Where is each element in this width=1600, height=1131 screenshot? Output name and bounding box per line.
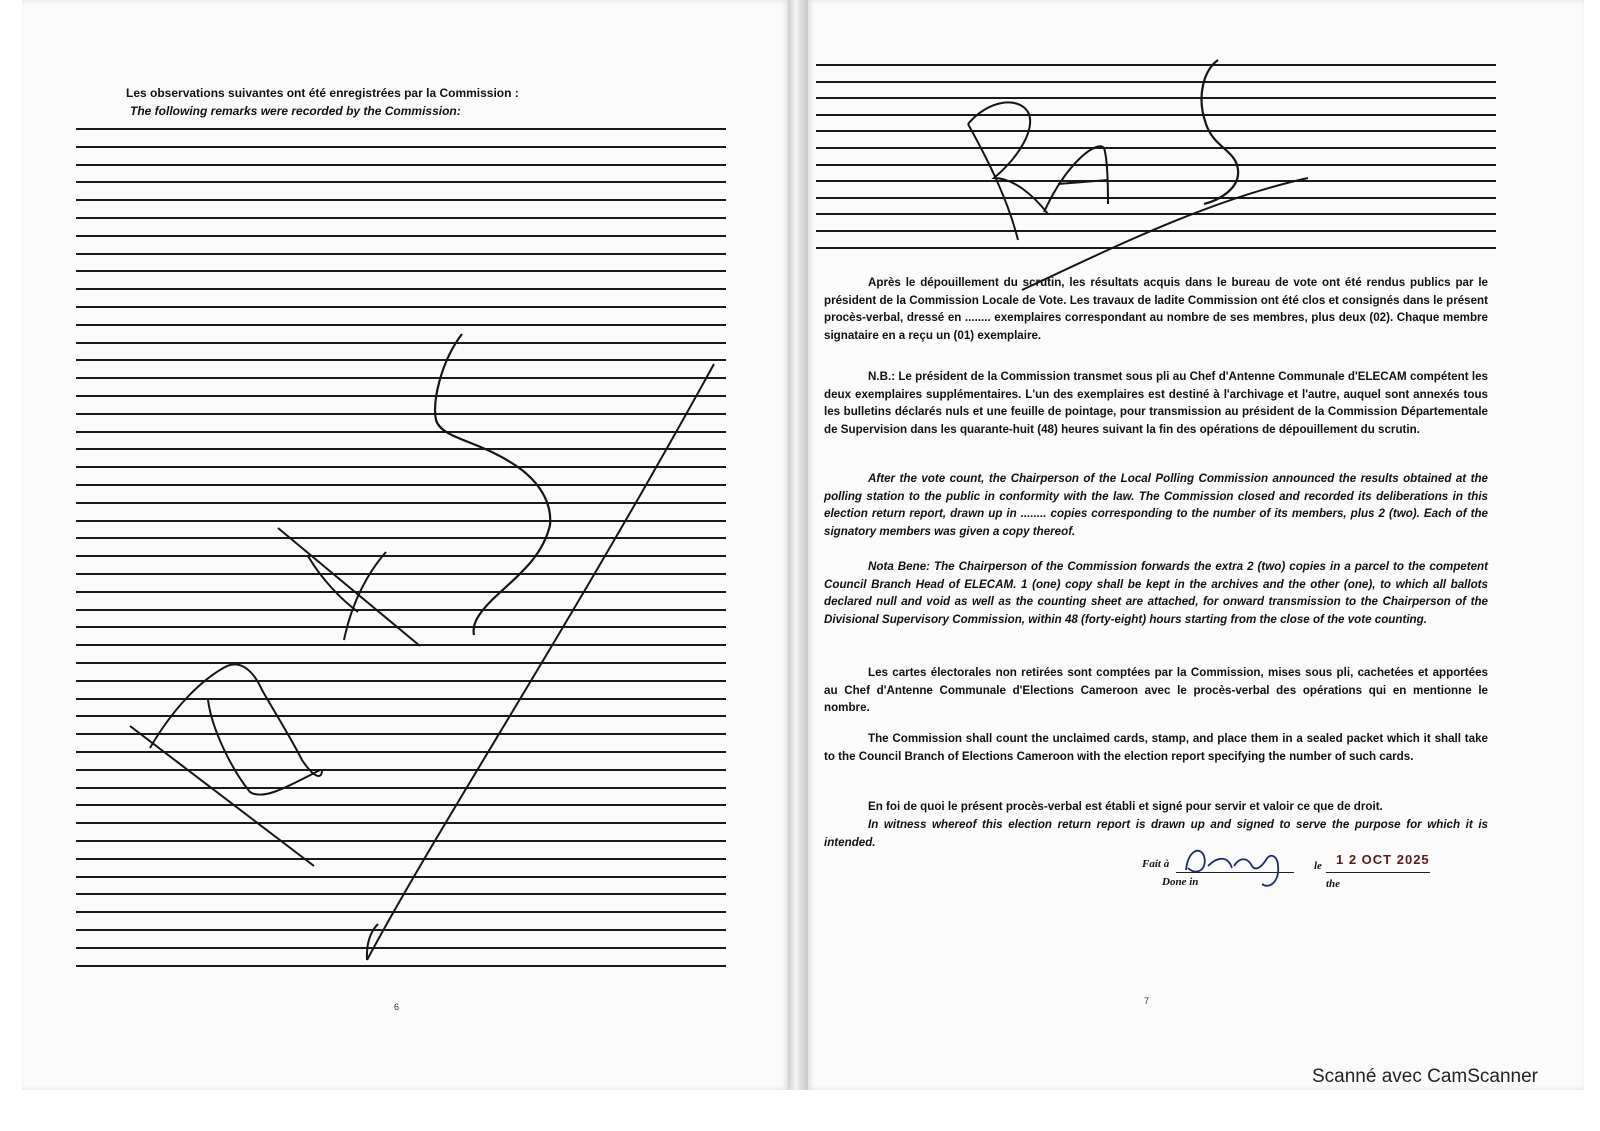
ruled-line (816, 97, 1496, 99)
ruled-line (76, 733, 726, 735)
ruled-line (76, 804, 726, 806)
ruled-line (76, 288, 726, 290)
ruled-line (816, 81, 1496, 83)
right-page (808, 0, 1584, 1090)
ruled-line (76, 413, 726, 415)
the-label: the (1326, 878, 1341, 890)
ruled-line (76, 235, 726, 237)
le-label: le (1314, 860, 1322, 872)
ruled-line (76, 306, 726, 308)
paragraph-cards-fr: Les cartes électorales non retirées sont comptées par la Commission, mises sous pli, cachetées et apportées au Chef d'Antenne Communale d'Elections Cameroon avec le procès-verbal des opérations qui en mentionne le nombre. (824, 666, 1488, 714)
ruled-line (816, 164, 1496, 166)
ruled-line (76, 484, 726, 486)
remarks-heading-en: The following remarks were recorded by the Commission: (130, 104, 461, 118)
ruled-line (76, 822, 726, 824)
ruled-line (76, 680, 726, 682)
ruled-line (76, 591, 726, 593)
ruled-line (76, 324, 726, 326)
remarks-heading-fr: Les observations suivantes ont été enregistrées par la Commission : (126, 86, 519, 100)
ruled-line (76, 342, 726, 344)
ruled-line (76, 359, 726, 361)
ruled-line (76, 751, 726, 753)
ruled-line (76, 448, 726, 450)
paragraph-results-fr: Après le dépouillement du scrutin, les résultats acquis dans le bureau de vote ont été rendus publics par le président de la Commission Locale de Vote. Les travaux de ladite Commission ont été clos et consignés dans le présent procès-verbal, dressé en ........ exemplaires correspondant au nombre de ses membres, plus deux (02). Chaque membre signataire en a reçu un (01) exemplaire. (824, 276, 1488, 342)
ruled-line (816, 114, 1496, 116)
ruled-line (76, 466, 726, 468)
paragraph-witness-fr: En foi de quoi le présent procès-verbal est établi et signé pour servir et valoir ce que de droit. (868, 800, 1383, 813)
ruled-line (76, 146, 726, 148)
ruled-line (76, 769, 726, 771)
ruled-line (816, 230, 1496, 232)
date-underline (1326, 872, 1430, 873)
ruled-line (76, 502, 726, 504)
ruled-line (76, 911, 726, 913)
ruled-line (816, 64, 1496, 66)
paragraph-cards-en: The Commission shall count the unclaimed cards, stamp, and place them in a sealed packet which it shall take to the Council Branch of Elections Cameroon with the election report specifying the number of such cards. (824, 732, 1488, 763)
ruled-line (76, 947, 726, 949)
ruled-line (76, 698, 726, 700)
ruled-line (76, 787, 726, 789)
ruled-line (76, 181, 726, 183)
ruled-line (76, 164, 726, 166)
ruled-line (76, 377, 726, 379)
ruled-line (76, 965, 726, 967)
ruled-line (76, 520, 726, 522)
ruled-line (76, 609, 726, 611)
paragraph-nb-fr: N.B.: Le président de la Commission transmet sous pli au Chef d'Antenne Communale d'ELECAM compétent les deux exemplaires supplémentaires. L'un des exemplaires est destiné à l'archivage et l'autre, auquel sont annexés tous les bulletins déclarés nuls et une feuille de pointage, pour transmission au président de la Commission Départementale de Supervision dans les quarante-huit (48) heures suivant la fin des opérations de dépouillement du scrutin. (824, 370, 1488, 436)
ruled-line (76, 431, 726, 433)
paragraph-nota-bene-en: Nota Bene: The Chairperson of the Commission forwards the extra 2 (two) copies in a parcel to the competent Council Branch Head of ELECAM. 1 (one) copy shall be kept in the archives and the other (one), to which all ballots declared null and void as well as the counting sheet are attached, for onward transmission to the Chairperson of the Divisional Supervisory Commission, within 48 (forty-eight) hours starting from the close of the vote counting. (824, 560, 1488, 626)
ruled-line (76, 555, 726, 557)
ruled-line (816, 247, 1496, 249)
remarks-ruled-lines (76, 128, 726, 988)
ruled-line (76, 858, 726, 860)
book-gutter (788, 0, 808, 1090)
left-page (22, 0, 788, 1090)
ruled-line (76, 537, 726, 539)
done-in-label: Done in (1162, 876, 1199, 888)
ruled-line (76, 573, 726, 575)
ruled-line (76, 644, 726, 646)
ruled-line (76, 395, 726, 397)
ruled-line (76, 876, 726, 878)
paragraph-results-en: After the vote count, the Chairperson of the Local Polling Commission announced the results obtained at the polling station to the public in conformity with the law. The Commission closed and recorded its deliberations in this election return report, drawn up in ........ copies corresponding to the number of its members, plus 2 (two). Each of the signatory members was given a copy thereof. (824, 472, 1488, 538)
ruled-line (76, 662, 726, 664)
ruled-line (816, 130, 1496, 132)
paragraph-witness-en: In witness whereof this election return report is drawn up and signed to serve the purpose for which it is intended. (824, 818, 1488, 849)
ruled-line (76, 217, 726, 219)
ruled-line (76, 253, 726, 255)
page-number-right: 7 (1144, 996, 1150, 1006)
ruled-line (76, 128, 726, 130)
ruled-line (76, 715, 726, 717)
fait-a-label: Fait à (1142, 858, 1170, 870)
page-number-left: 6 (394, 1002, 400, 1012)
place-underline (1176, 872, 1294, 873)
ruled-line (816, 180, 1496, 182)
remarks-ruled-lines-continued (816, 64, 1496, 264)
ruled-line (76, 270, 726, 272)
ruled-line (816, 147, 1496, 149)
ruled-line (816, 213, 1496, 215)
ruled-line (76, 929, 726, 931)
ruled-line (76, 199, 726, 201)
date-stamp: 1 2 OCT 2025 (1336, 852, 1430, 867)
scanner-watermark: Scanné avec CamScanner (1311, 1066, 1538, 1087)
ruled-line (76, 626, 726, 628)
ruled-line (76, 840, 726, 842)
ruled-line (816, 197, 1496, 199)
ruled-line (76, 893, 726, 895)
